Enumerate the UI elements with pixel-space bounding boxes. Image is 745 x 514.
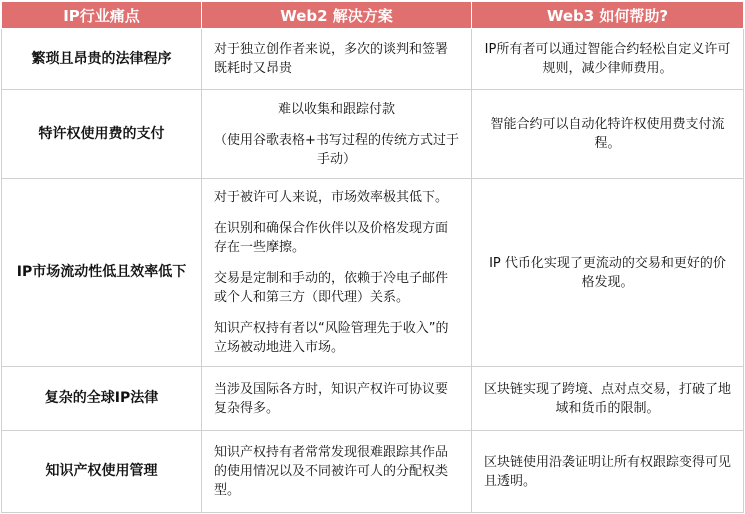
web2-solution-cell	[202, 431, 472, 513]
web3-help-cell: 区块链实现了跨境、点对点交易，打破了地域和货币的限制。	[472, 367, 744, 431]
web2-solution-cell	[202, 179, 472, 367]
web2-paragraph: 知识产权持有者常常发现很难跟踪其作品的使用情况以及不同被许可人的分配权类型。	[214, 445, 449, 498]
web2-paragraph: 在识别和确保合作伙伴以及价格发现方面存在一些摩擦。	[214, 221, 449, 255]
web2-paragraph: 当涉及国际各方时，知识产权许可协议要复杂得多。	[214, 381, 449, 416]
pain-point-cell: 繁琐且昂贵的法律程序	[2, 29, 202, 90]
ip-comparison-table	[1, 1, 744, 513]
web2-paragraph: 难以收集和跟踪付款	[277, 101, 395, 117]
table-row	[2, 431, 744, 513]
table-row	[2, 90, 744, 179]
pain-point-cell: 特许权使用费的支付	[2, 90, 202, 179]
header-row	[2, 2, 744, 29]
table-row	[2, 29, 744, 90]
web2-solution-cell	[202, 90, 472, 179]
header-web2-solution: Web2 解决方案	[202, 2, 472, 29]
web2-paragraph: （使用谷歌表格+书写过程的传统方式过于手动）	[214, 132, 459, 167]
web2-paragraph: 对于被许可人来说，市场效率极其低下。	[214, 190, 449, 205]
web2-paragraph: 对于独立创作者来说，多次的谈判和签署既耗时又昂贵	[214, 42, 449, 76]
web2-paragraph: 知识产权持有者以“风险管理先于收入”的立场被动地进入市场。	[214, 321, 449, 355]
web3-help-cell: IP所有者可以通过智能合约轻松自定义许可规则，减少律师费用。	[472, 29, 744, 90]
pain-point-cell: 复杂的全球IP法律	[2, 367, 202, 431]
web3-help-cell: 区块链使用沿袭证明让所有权跟踪变得可见且透明。	[472, 431, 744, 513]
pain-point-cell: 知识产权使用管理	[2, 431, 202, 513]
table-row	[2, 367, 744, 431]
table-row	[2, 179, 744, 367]
web3-help-cell: IP 代币化实现了更流动的交易和更好的价格发现。	[472, 179, 744, 367]
header-web3-help: Web3 如何帮助?	[472, 2, 744, 29]
web3-help-cell: 智能合约可以自动化特许权使用费支付流程。	[472, 90, 744, 179]
web2-solution-cell	[202, 367, 472, 431]
header-pain-points: IP行业痛点	[2, 2, 202, 29]
web2-paragraph: 交易是定制和手动的，依赖于冷电子邮件或个人和第三方（即代理）关系。	[214, 271, 449, 305]
web2-solution-cell	[202, 29, 472, 90]
pain-point-cell: IP市场流动性低且效率低下	[2, 179, 202, 367]
